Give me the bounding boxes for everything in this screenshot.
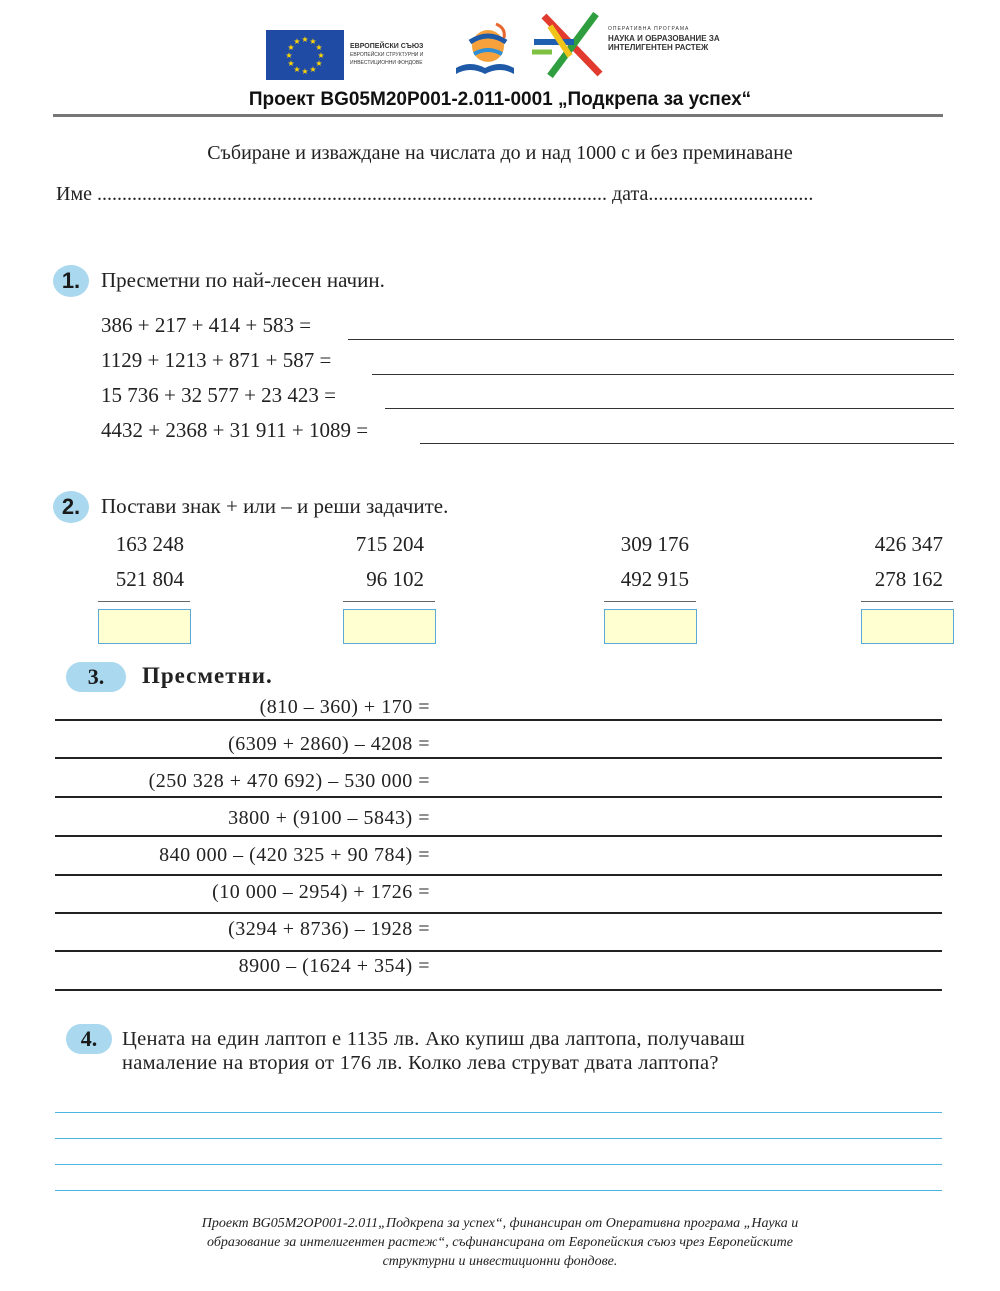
column-bottom-number: 96 102 — [366, 567, 424, 591]
column-bottom-number: 521 804 — [115, 567, 184, 591]
x-mark-icon — [530, 12, 608, 78]
footer-line1: Проект BG05M2OP001-2.011„Подкрепа за успех“, финансиран от Оперативна програма „Наука и — [201, 1216, 799, 1231]
svg-text:★: ★ — [293, 65, 301, 74]
name-date-field[interactable]: Име ...................................................................................................... дата................................. — [56, 183, 814, 205]
svg-text:★: ★ — [293, 37, 301, 46]
column-top-number: 426 347 — [874, 532, 943, 556]
task4-line1: Цената на един лаптоп е 1135 лв. Ако купиш два лаптопа, получаваш — [122, 1028, 746, 1050]
op-line1: НАУКА И ОБРАЗОВАНИЕ ЗА — [608, 34, 720, 43]
svg-text:★: ★ — [309, 65, 317, 74]
task3-equation: (3294 + 8736) – 1928 = — [228, 918, 430, 940]
task1-prompt: Пресметни по най-лесен начин. — [101, 268, 385, 292]
svg-text:★: ★ — [301, 35, 309, 44]
task3-badge: 3. — [66, 662, 126, 692]
answer-line[interactable] — [55, 1164, 942, 1165]
task3-equation: 8900 – (1624 + 354) = — [238, 955, 430, 977]
answer-line[interactable] — [385, 408, 954, 409]
footer-line3: структурни и инвестиционни фондове. — [382, 1254, 618, 1269]
svg-text:★: ★ — [315, 43, 323, 52]
school-logo — [452, 20, 518, 80]
answer-line[interactable] — [55, 874, 942, 876]
answer-box[interactable] — [861, 609, 954, 644]
eu-line3: ИНВЕСТИЦИОННИ ФОНДОВЕ — [350, 60, 423, 66]
task3-equation: 840 000 – (420 325 + 90 784) = — [159, 844, 430, 866]
svg-text:★: ★ — [315, 59, 323, 68]
column-bottom-number: 278 162 — [874, 567, 943, 591]
eu-line1: ЕВРОПЕЙСКИ СЪЮЗ — [350, 43, 424, 50]
answer-line[interactable] — [372, 374, 954, 375]
task1-equation: 1129 + 1213 + 871 + 587 = — [101, 348, 332, 372]
column-bar — [98, 601, 190, 602]
answer-box[interactable] — [604, 609, 697, 644]
header-divider — [53, 114, 943, 117]
task1-equation: 4432 + 2368 + 31 911 + 1089 = — [101, 418, 369, 442]
task3-prompt: Пресметни. — [142, 663, 273, 688]
answer-line[interactable] — [348, 339, 954, 340]
column-bar — [343, 601, 435, 602]
column-top-number: 163 248 — [115, 532, 184, 556]
program-logo-text — [608, 26, 720, 52]
eu-flag-logo — [266, 30, 344, 80]
column-bottom-number: 492 915 — [620, 567, 689, 591]
svg-text:★: ★ — [301, 67, 309, 76]
answer-line[interactable] — [55, 1190, 942, 1191]
answer-box[interactable] — [98, 609, 191, 644]
answer-box[interactable] — [343, 609, 436, 644]
footer — [140, 1214, 860, 1271]
column-bar — [861, 601, 953, 602]
footer-line2: образование за интелигентен растеж“, съфинансирана от Европейския съюз чрез Европейските — [207, 1235, 793, 1250]
task2-badge: 2. — [53, 491, 89, 523]
svg-text:★: ★ — [285, 51, 293, 60]
svg-text:★: ★ — [287, 43, 295, 52]
program-logo — [530, 12, 608, 78]
task3-equation: (250 328 + 470 692) – 530 000 = — [148, 770, 430, 792]
answer-line[interactable] — [55, 1112, 942, 1113]
task3-equation: 3800 + (9100 – 5843) = — [228, 807, 430, 829]
answer-line[interactable] — [55, 719, 942, 721]
column-top-number: 715 204 — [355, 532, 424, 556]
op-line2: ИНТЕЛИГЕНТЕН РАСТЕЖ — [608, 43, 709, 52]
task2-prompt: Постави знак + или – и реши задачите. — [101, 494, 449, 518]
task1-badge: 1. — [53, 265, 89, 297]
column-top-number: 309 176 — [620, 532, 689, 556]
answer-line[interactable] — [55, 912, 942, 914]
answer-line[interactable] — [55, 989, 942, 991]
task1-equation: 15 736 + 32 577 + 23 423 = — [101, 383, 337, 407]
column-bar — [604, 601, 696, 602]
task3-equation: (10 000 – 2954) + 1726 = — [212, 881, 430, 903]
project-title: Проект BG05M20P001-2.011-0001 „Подкрепа за успех“ — [248, 89, 752, 110]
task1-equation: 386 + 217 + 414 + 583 = — [101, 313, 312, 337]
answer-line[interactable] — [55, 835, 942, 837]
op-small: ОПЕРАТИВНА ПРОГРАМА — [608, 26, 690, 32]
answer-line[interactable] — [55, 757, 942, 759]
eu-stars-icon — [266, 30, 344, 80]
worksheet-subtitle: Събиране и изваждане на числата до и над 1000 с и без преминаване — [207, 142, 793, 164]
task3-equation: (810 – 360) + 170 = — [259, 696, 430, 718]
answer-line[interactable] — [55, 796, 942, 798]
task3-equation: (6309 + 2860) – 4208 = — [228, 733, 430, 755]
svg-text:★: ★ — [317, 51, 325, 60]
answer-line[interactable] — [55, 950, 942, 952]
book-sun-icon — [452, 20, 518, 80]
task4-badge: 4. — [66, 1024, 112, 1054]
eu-logo-text — [350, 44, 423, 66]
eu-line2: ЕВРОПЕЙСКИ СТРУКТУРНИ И — [350, 52, 424, 58]
answer-line[interactable] — [55, 1138, 942, 1139]
svg-text:★: ★ — [287, 59, 295, 68]
task4-line2: намаление на втория от 176 лв. Колко лева струват двата лаптопа? — [122, 1052, 719, 1074]
svg-text:★: ★ — [309, 37, 317, 46]
answer-line[interactable] — [420, 443, 954, 444]
